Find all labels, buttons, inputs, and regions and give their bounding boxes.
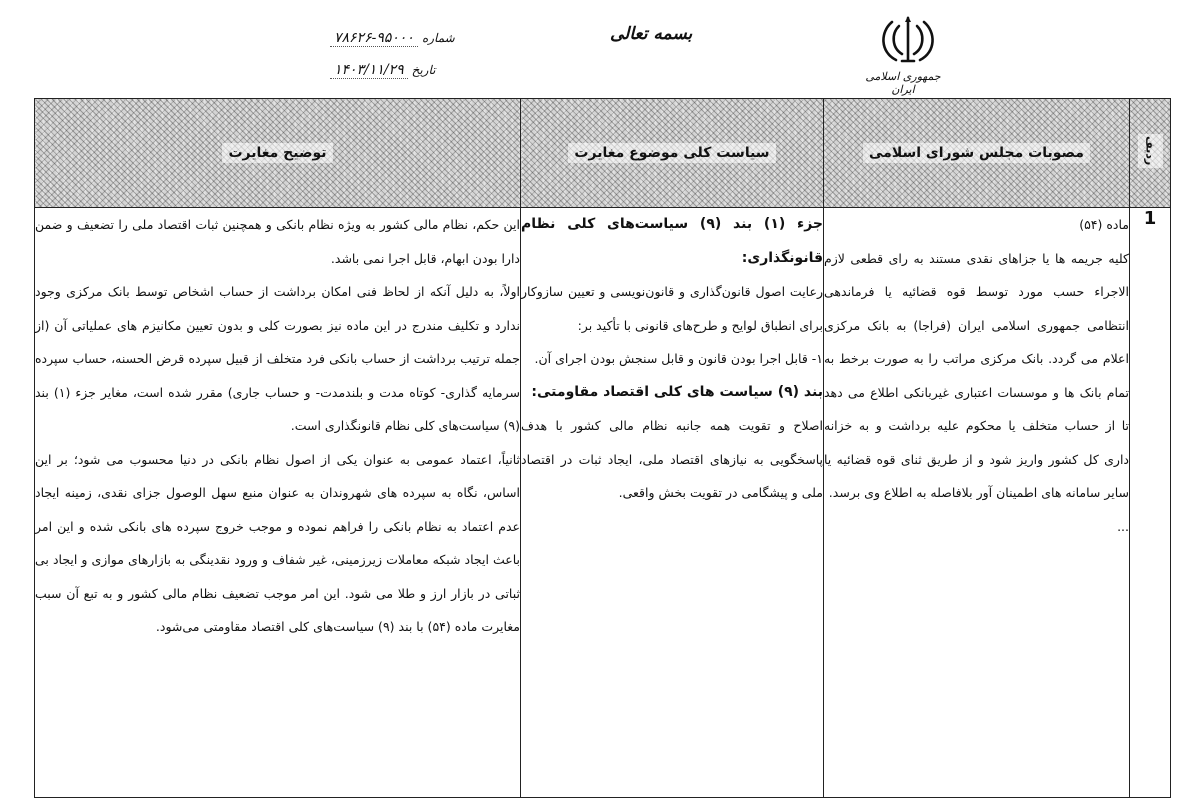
header-policy: سیاست کلی موضوع مغایرت xyxy=(521,99,824,208)
policy-cell xyxy=(521,208,824,798)
table-row xyxy=(35,208,1171,798)
policy-title-1: جزء (۱) بند (۹) سیاست‌های کلی نظام قانونگذاری: xyxy=(521,216,824,266)
emblem-caption: جمهوری اسلامی ایران xyxy=(865,70,941,96)
date-label: تاریخ xyxy=(411,63,436,77)
number-label: شماره xyxy=(421,31,455,45)
letter-number xyxy=(330,30,455,46)
explanation-cell xyxy=(35,208,521,798)
policy-body-1: رعایت اصول قانون‌گذاری و قانون‌نویسی و تعیین سازوکار برای انطباق لوایح و طرح‌های قانونی با تأکید بر: xyxy=(521,284,823,333)
contradiction-table xyxy=(34,98,1171,798)
article-body: کلیه جریمه ها یا جزاهای نقدی مستند به رای قطعی لازم الاجراء حسب مورد توسط قوه قضائیه یا فرماندهی انتظامی جمهوری اسلامی ایران (فراجا) به بانک مرکزی اعلام می گردد. بانک مرکزی مراتب را به صورت برخط به تمام بانک ها و موسسات اعتباری غیربانکی اطلاع می دهد تا از حساب متخلف یا محکوم علیه برداشت و به خزانه داری کل کشور واریز شود و از طریق ثنای قوه قضائیه یا سایر سامانه های اطمینان آور بلافاصله به اطلاع وی برسد. xyxy=(824,250,1129,500)
date-value: ۱۴۰۳/۱۱/۲۹ xyxy=(330,62,408,79)
policy-body-2: اصلاح و تقویت همه جانبه نظام مالی کشور با هدف پاسخگویی به نیازهای اقتصاد ملی، ایجاد ثبات در اقتصاد ملی و پیشگامی در تقویت بخش واقعی. xyxy=(521,418,823,500)
row-number: 1 xyxy=(1130,208,1171,798)
letterhead xyxy=(0,0,1200,98)
explanation-second: ثانیاً، اعتماد عمومی به عنوان یکی از اصول نظام بانکی در دنیا محسوب می شود؛ بر این اساس، نگاه به سپرده های شهروندان به عنوان منبع سهل الوصول جزای نقدی، زمینه ایجاد عدم اعتماد به نظام بانکی را فراهم نموده و موجب خروج سپرده های بانکی شده و این امر باعث ایجاد شبکه معاملات زیرزمینی، غیر شفاف و ورود نقدینگی به بازارهای موازی و ایجاد بی ثباتی در بازار ارز و طلا می شود. این امر موجب تضعیف نظام مالی کشور و به تبع آن سبب مغایرت ماده (۵۴) با بند (۹) سیاست‌های کلی اقتصاد مقاومتی می‌شود. xyxy=(35,451,520,634)
table-header-row xyxy=(35,99,1171,208)
explanation-first: اولاً، به دلیل آنکه از لحاظ فنی امکان برداشت از حساب اشخاص توسط بانک مرکزی وجود ندارد و تکلیف مندرج در این ماده نیز بصورت کلی و بدون تعیین مکانیزم های عملیاتی آن (از جمله ترتیب برداشت از حساب بانکی فرد متخلف از قبیل سپرده قرض الحسنه، حساب سپرده سرمایه گذاری- کوتاه مدت و بلندمدت- و حساب جاری) مقرر شده است، مغایر جزء (۱) بند (۹) سیاست‌های کلی نظام قانونگذاری است. xyxy=(35,284,520,433)
header-approvals: مصوبات مجلس شورای اسلامی xyxy=(824,99,1130,208)
approvals-cell xyxy=(824,208,1130,798)
bismillah: بسمه تعالی xyxy=(610,24,693,44)
number-value: ۹۵۰۰۰-۷۸۶۲۶ xyxy=(330,30,418,47)
ellipsis: ... xyxy=(1117,518,1129,534)
policy-title-2: بند (۹) سیاست های کلی اقتصاد مقاومتی: xyxy=(531,383,823,400)
iran-emblem-icon xyxy=(878,14,938,66)
article-number: ماده (۵۴) xyxy=(1079,217,1129,232)
letter-date xyxy=(330,62,435,78)
header-explanation: توضیح مغایرت xyxy=(35,99,521,208)
policy-item-1: ۱- قابل اجرا بودن قانون و قابل سنجش بودن اجرای آن. xyxy=(534,351,823,366)
header-row-number: ردیف xyxy=(1130,99,1171,208)
explanation-intro: این حکم، نظام مالی کشور به ویژه نظام بانکی و همچنین ثبات اقتصاد ملی را تضعیف و ضمن دارا بودن ابهام، قابل اجرا نمی باشد. xyxy=(35,217,520,266)
